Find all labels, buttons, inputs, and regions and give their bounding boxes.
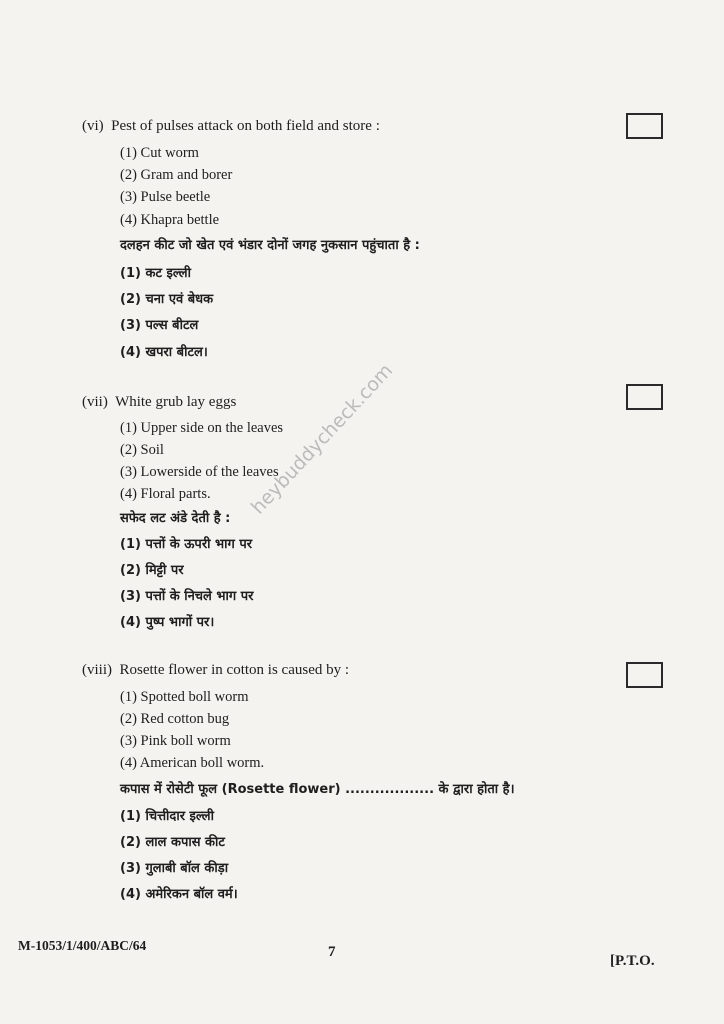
hindi-option-2: (2) लाल कपास कीट bbox=[120, 835, 225, 850]
answer-box-vii[interactable] bbox=[626, 384, 663, 410]
option-1: (1) Cut worm bbox=[120, 145, 199, 161]
hindi-option-3: (3) पत्तों के निचले भाग पर bbox=[120, 589, 254, 604]
option-1: (1) Spotted boll worm bbox=[120, 689, 249, 705]
hindi-question-text: सफेद लट अंडे देती है : bbox=[120, 511, 231, 526]
question-title bbox=[82, 662, 349, 679]
question-text: Pest of pulses attack on both field and store : bbox=[111, 118, 380, 134]
question-number: (vii) bbox=[82, 394, 108, 410]
hindi-option-4: (4) पुष्प भागों पर। bbox=[120, 615, 215, 630]
hindi-option-2: (2) चना एवं बेधक bbox=[120, 292, 214, 307]
question-number: (viii) bbox=[82, 662, 112, 678]
hindi-option-1: (1) कट इल्ली bbox=[120, 266, 191, 281]
question-title bbox=[82, 118, 380, 135]
answer-box-vi[interactable] bbox=[626, 113, 663, 139]
hindi-option-1: (1) चित्तीदार इल्ली bbox=[120, 809, 214, 824]
option-2: (2) Soil bbox=[120, 442, 164, 458]
pto-label: [P.T.O. bbox=[610, 953, 655, 969]
option-1: (1) Upper side on the leaves bbox=[120, 420, 284, 436]
option-3: (3) Pulse beetle bbox=[120, 189, 211, 205]
question-number: (vi) bbox=[82, 118, 104, 134]
hindi-option-2: (2) मिट्टी पर bbox=[120, 563, 184, 578]
hindi-option-1: (1) पत्तों के ऊपरी भाग पर bbox=[120, 537, 253, 552]
question-text: White grub lay eggs bbox=[115, 394, 237, 410]
hindi-question-text: कपास में रोसेटी फूल (Rosette flower) .................. के द्वारा होता है। bbox=[120, 782, 515, 797]
hindi-option-3: (3) पल्स बीटल bbox=[120, 318, 199, 333]
paper-code: M-1053/1/400/ABC/64 bbox=[18, 938, 147, 953]
watermark: heybuddycheck.com bbox=[246, 359, 398, 519]
question-text: Rosette flower in cotton is caused by : bbox=[119, 662, 350, 678]
answer-box-viii[interactable] bbox=[626, 662, 663, 688]
option-4: (4) Khapra bettle bbox=[120, 212, 220, 228]
option-3: (3) Lowerside of the leaves bbox=[120, 464, 279, 480]
question-title bbox=[82, 394, 236, 411]
option-2: (2) Red cotton bug bbox=[120, 711, 230, 727]
page-number: 7 bbox=[328, 944, 336, 960]
option-2: (2) Gram and borer bbox=[120, 167, 233, 183]
option-4: (4) Floral parts. bbox=[120, 486, 211, 502]
option-3: (3) Pink boll worm bbox=[120, 733, 231, 749]
hindi-option-4: (4) खपरा बीटल। bbox=[120, 345, 208, 360]
hindi-question-text: दलहन कीट जो खेत एवं भंडार दोनों जगह नुकसान पहुंचाता है : bbox=[120, 238, 420, 253]
hindi-option-3: (3) गुलाबी बॉल कीड़ा bbox=[120, 861, 229, 876]
option-4: (4) American boll worm. bbox=[120, 755, 265, 771]
hindi-option-4: (4) अमेरिकन बॉल वर्म। bbox=[120, 887, 238, 902]
